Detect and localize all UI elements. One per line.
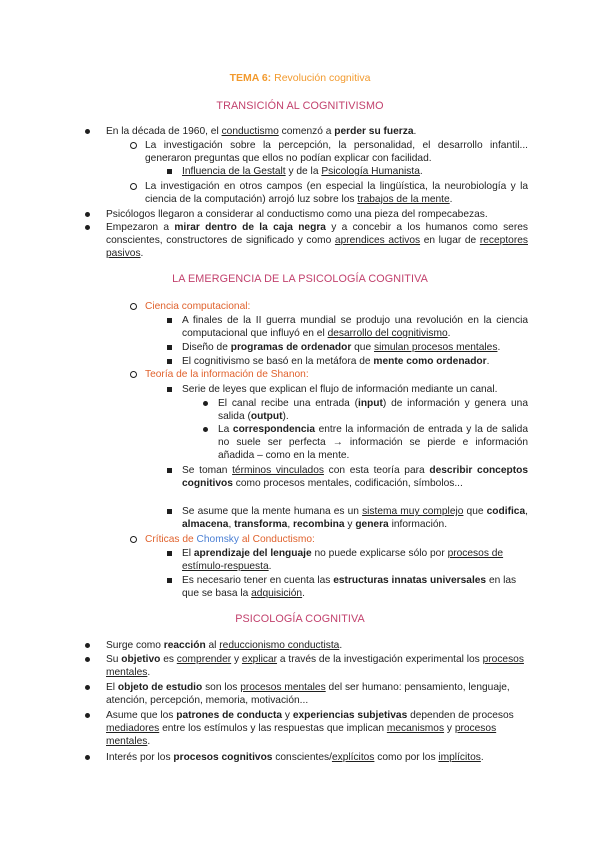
bullet-dot-icon xyxy=(203,427,208,432)
bullet-s3-p1: Surge como reacción al reduccionismo conductista. xyxy=(88,639,528,652)
bullet-s1-p2: Psicólogos llegaron a considerar al conductismo como una pieza del rompecabezas. xyxy=(88,208,528,221)
bullet-square-icon xyxy=(167,578,172,583)
bullet-dot-icon xyxy=(85,713,90,718)
bullet-s2-b-3: Se asume que la mente humana es un sistema muy complejo que codifica, almacena, transforma, recombina y genera información. xyxy=(182,505,528,531)
bullet-square-icon xyxy=(167,345,172,350)
bullet-dot-icon xyxy=(85,212,90,217)
bullet-s1-p3: Empezaron a mirar dentro de la caja negra y a concebir a los humanos como seres conscientes, constructores de significado y como aprendices activos en lugar de receptores pasivos. xyxy=(88,221,528,260)
bullet-square-icon xyxy=(167,387,172,392)
bullet-dot-icon xyxy=(85,643,90,648)
bullet-dot-icon xyxy=(85,657,90,662)
bullet-dot-icon xyxy=(85,129,90,134)
section-title-transicion: TRANSICIÓN AL COGNITIVISMO xyxy=(216,100,384,112)
bullet-dot-icon xyxy=(85,225,90,230)
topic-title: Revolución cognitiva xyxy=(274,72,371,84)
bullet-circle-icon xyxy=(130,371,137,378)
bullet-s3-p2: Su objetivo es comprender y explicar a través de la investigación experimental los procesos mentales. xyxy=(88,653,528,679)
bullet-circle-icon xyxy=(130,303,137,310)
bullet-s2-a-3: El cognitivismo se basó en la metáfora de mente como ordenador. xyxy=(182,355,532,368)
bullet-s2-b-1-1: El canal recibe una entrada (input) de información y genera una salida (output). xyxy=(218,397,528,423)
subheading-criticas-chomsky: Críticas de Chomsky al Conductismo: xyxy=(145,533,528,546)
section-title-psicologia-cognitiva: PSICOLOGÍA COGNITIVA xyxy=(235,613,365,625)
subheading-teoria-informacion: Teoría de la información de Shanon: xyxy=(145,368,528,381)
bullet-s2-c-2: Es necesario tener en cuenta las estructuras innatas universales en las que se basa la adquisición. xyxy=(182,574,528,600)
bullet-s2-b-1-2: La correspondencia entre la información de entrada y la de salida no suele ser perfecta → información se pierde e información añadida – como en la mente. xyxy=(218,423,528,462)
bullet-s1-p1-1-1: Influencia de la Gestalt y de la Psicología Humanista. xyxy=(182,165,532,178)
bullet-square-icon xyxy=(167,551,172,556)
bullet-s2-b-1: Serie de leyes que explican el flujo de información mediante un canal. xyxy=(182,383,532,396)
bullet-circle-icon xyxy=(130,536,137,543)
bullet-square-icon xyxy=(167,169,172,174)
bullet-square-icon xyxy=(167,318,172,323)
bullet-s3-p4: Asume que los patrones de conducta y experiencias subjetivas dependen de procesos mediadores entre los estímulos y las respuestas que implican mecanismos y procesos mentales. xyxy=(88,709,528,748)
topic-label: TEMA 6: xyxy=(229,72,272,84)
bullet-s2-a-2: Diseño de programas de ordenador que simulan procesos mentales. xyxy=(182,341,532,354)
bullet-dot-icon xyxy=(85,755,90,760)
subheading-ciencia-computacional: Ciencia computacional: xyxy=(145,300,528,313)
bullet-square-icon xyxy=(167,468,172,473)
topic-header xyxy=(0,72,600,85)
bullet-s2-c-1: El aprendizaje del lenguaje no puede explicarse sólo por procesos de estímulo-respuesta. xyxy=(182,547,528,573)
bullet-s3-p5: Interés por los procesos cognitivos conscientes/explícitos como por los implícitos. xyxy=(88,751,528,764)
bullet-dot-icon xyxy=(85,685,90,690)
bullet-s2-b-2: Se toman términos vinculados con esta teoría para describir conceptos cognitivos como procesos mentales, codificación, símbolos... xyxy=(182,464,528,490)
section-title-emergencia: LA EMERGENCIA DE LA PSICOLOGÍA COGNITIVA xyxy=(172,273,428,285)
bullet-s1-p1: En la década de 1960, el conductismo comenzó a perder su fuerza. xyxy=(88,125,528,138)
bullet-s1-p1-1: La investigación sobre la percepción, la personalidad, el desarrollo infantil... generaron preguntas que ellos no podían explicar con facilidad. xyxy=(145,139,528,165)
bullet-circle-icon xyxy=(130,183,137,190)
bullet-s1-p1-2: La investigación en otros campos (en especial la lingüística, la neurobiología y la ciencia de la computación) arrojó luz sobre los trabajos de la mente. xyxy=(145,180,528,206)
bullet-circle-icon xyxy=(130,142,137,149)
bullet-s2-a-1: A finales de la II guerra mundial se produjo una revolución en la ciencia computacional que influyó en el desarrollo del cognitivismo. xyxy=(182,314,528,340)
bullet-dot-icon xyxy=(203,401,208,406)
bullet-s3-p3: El objeto de estudio son los procesos mentales del ser humano: pensamiento, lenguaje, atención, percepción, memoria, motivación... xyxy=(88,681,528,707)
bullet-square-icon xyxy=(167,509,172,514)
bullet-square-icon xyxy=(167,359,172,364)
